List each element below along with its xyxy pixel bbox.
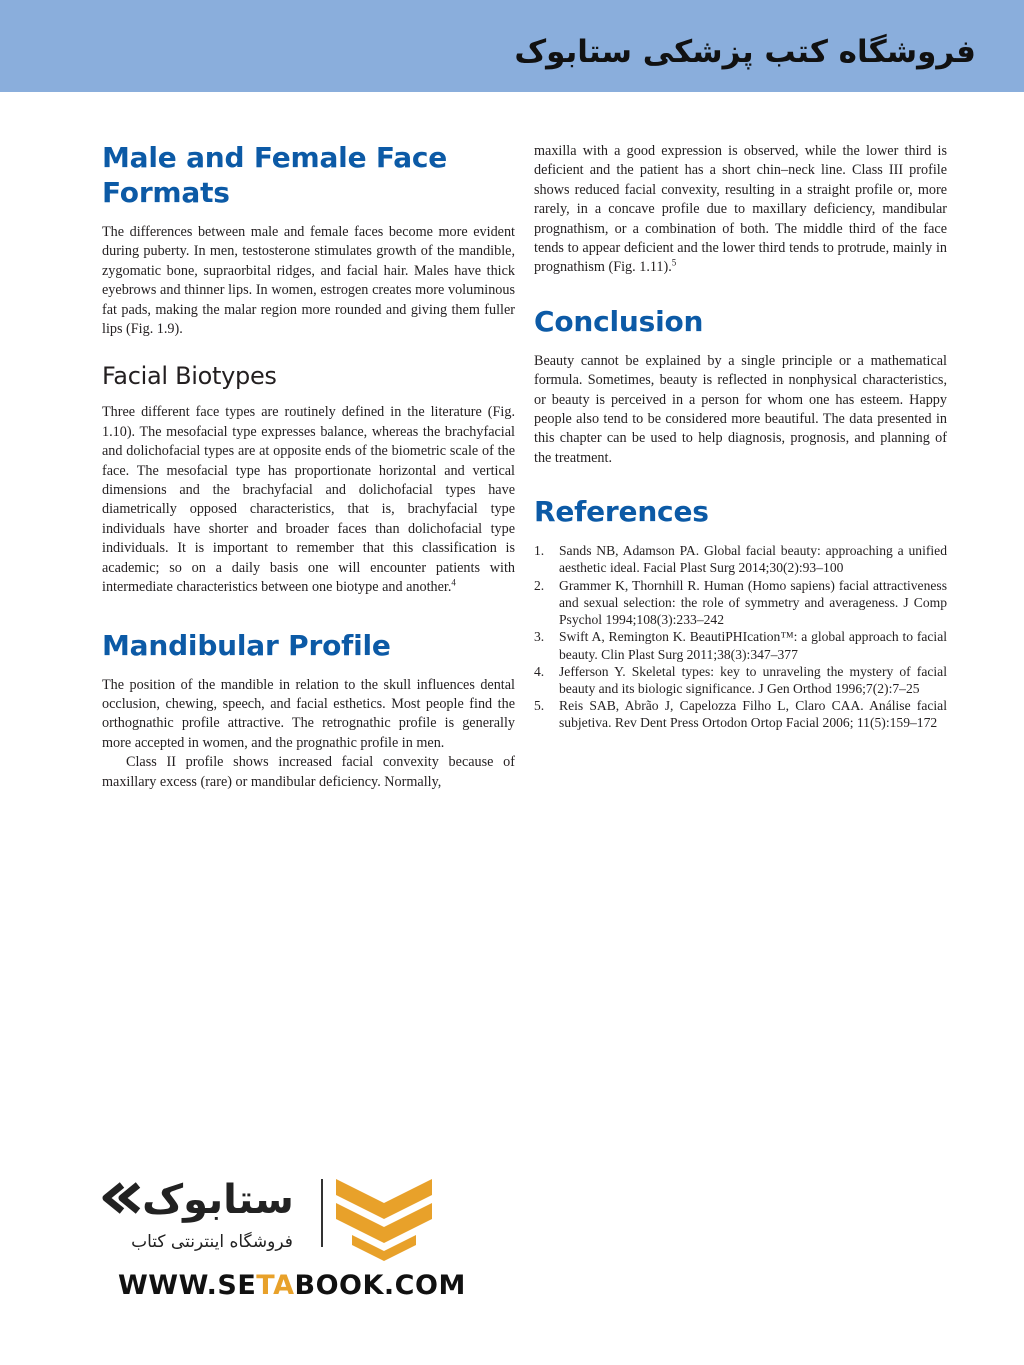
citation-superscript: 4 (451, 577, 456, 588)
section-title-mandibular-profile: Mandibular Profile (102, 628, 391, 662)
section-title-face-formats: Male and Female Face Formats (102, 141, 448, 209)
reference-item: 4. Jefferson Y. Skeletal types: key to unraveling the mystery of facial beauty and its biologic significance. J Gen Orthod 1996;7(2):7–25 (534, 663, 947, 696)
section-title-facial-biotypes: Facial Biotypes (102, 362, 277, 391)
banner-title: فروشگاه کتب پزشکی ستابوک (514, 34, 976, 70)
paragraph-class-iii: maxilla with a good expression is observed, while the lower third is deficient and the patient has a short chin–neck line. Class III profile shows reduced facial convexity, resulting in a straight profile or, more rarely, in a concave profile due to maxillary deficiency, mandibular prognathism, or a combination of both. The middle third of the face tends to appear deficient and the lower third tends to protrude, mainly in prognathism (Fig. 1.11).$^5$ (534, 143, 947, 276)
citation-superscript: 5 (671, 257, 677, 268)
reference-item: 2. Grammer K, Thornhill R. Human (Homo sapiens) facial attractiveness and sexual selection: the role of symmetry and averageness. J Comp Psychol 1994;108(3):233–242 (534, 577, 947, 628)
paragraph-mandibular-profile: The position of the mandible in relation to the skull influences dental occlusion, chewing, speech, and facial esthetics. Most people find the orthognathic profile attractive. The retrognathic profile is generally more accepted in women, and the prognathic profile in men. (102, 676, 515, 751)
header-banner (0, 0, 1024, 92)
reference-item: 1. Sands NB, Adamson PA. Global facial beauty: approaching a unified aesthetic ideal. Facial Plast Surg 2014;30(2):93–100 (534, 543, 947, 576)
paragraph-conclusion: Beauty cannot be explained by a single principle or a mathematical formula. Sometimes, beauty is reflected in nonphysical characteristics, or beauty is perceived in a person for whom one has esteem. Happy people also tend to be considered more beautiful. The data presented in this chapter can be used to help diagnosis, prognosis, and planning of the treatment. (534, 352, 947, 466)
paragraph-facial-biotypes: Three different face types are routinely defined in the literature (Fig. 1.10). The mesofacial type expresses balance, whereas the brachyfacial and dolichofacial types are at opposite ends of the biometric scale of the face. The mesofacial type has proportionate horizontal and vertical dimensions and the brachyfacial and dolichofacial types have diametrically opposed characteristics, that is, brachyfacial type individuals have shorter and broader faces than dolichofacial type individuals. It is important to remember that this classification is academic; so on a daily basis one will encounter patients with intermediate characteristics between one biotype and another.$^4$ (102, 404, 515, 596)
reference-item: 3. Swift A, Remington K. BeautiPHIcation™: a global approach to facial beauty. Clin Plast Surg 2011;38(3):347–377 (534, 629, 947, 662)
section-title-references: References (534, 495, 709, 529)
paragraph-face-formats: The differences between male and female faces become more evident during puberty. In men, testosterone stimulates growth of the mandible, zygomatic bone, supraorbital ridges, and facial hair. Males have thick eyebrows and thinner lips. In women, estrogen creates more voluminous fat pads, making the malar region more rounded and giving them fuller lips (Fig. 1.9). (102, 224, 515, 338)
section-title-conclusion: Conclusion (534, 304, 704, 338)
logo-persian-tagline: فروشگاه اینترنتی کتاب (131, 1232, 293, 1252)
website-url: WWW.SETABOOK.COM (118, 1270, 466, 1301)
right-column (534, 142, 947, 732)
setabook-logo-icon (100, 1165, 440, 1265)
reference-item: 5. Reis SAB, Abrão J, Capelozza Filho L, Claro CAA. Análise facial subjetiva. Rev Dent Press Ortodon Ortop Facial 2006; 11(5):159–172 (534, 698, 947, 731)
paragraph-class-ii: Class II profile shows increased facial convexity because of maxillary excess (rare) or mandibular deficiency. Normally, (102, 754, 515, 790)
logo-persian-name: ستابوک (142, 1177, 294, 1223)
reference-list (534, 542, 947, 731)
left-column (102, 140, 515, 792)
